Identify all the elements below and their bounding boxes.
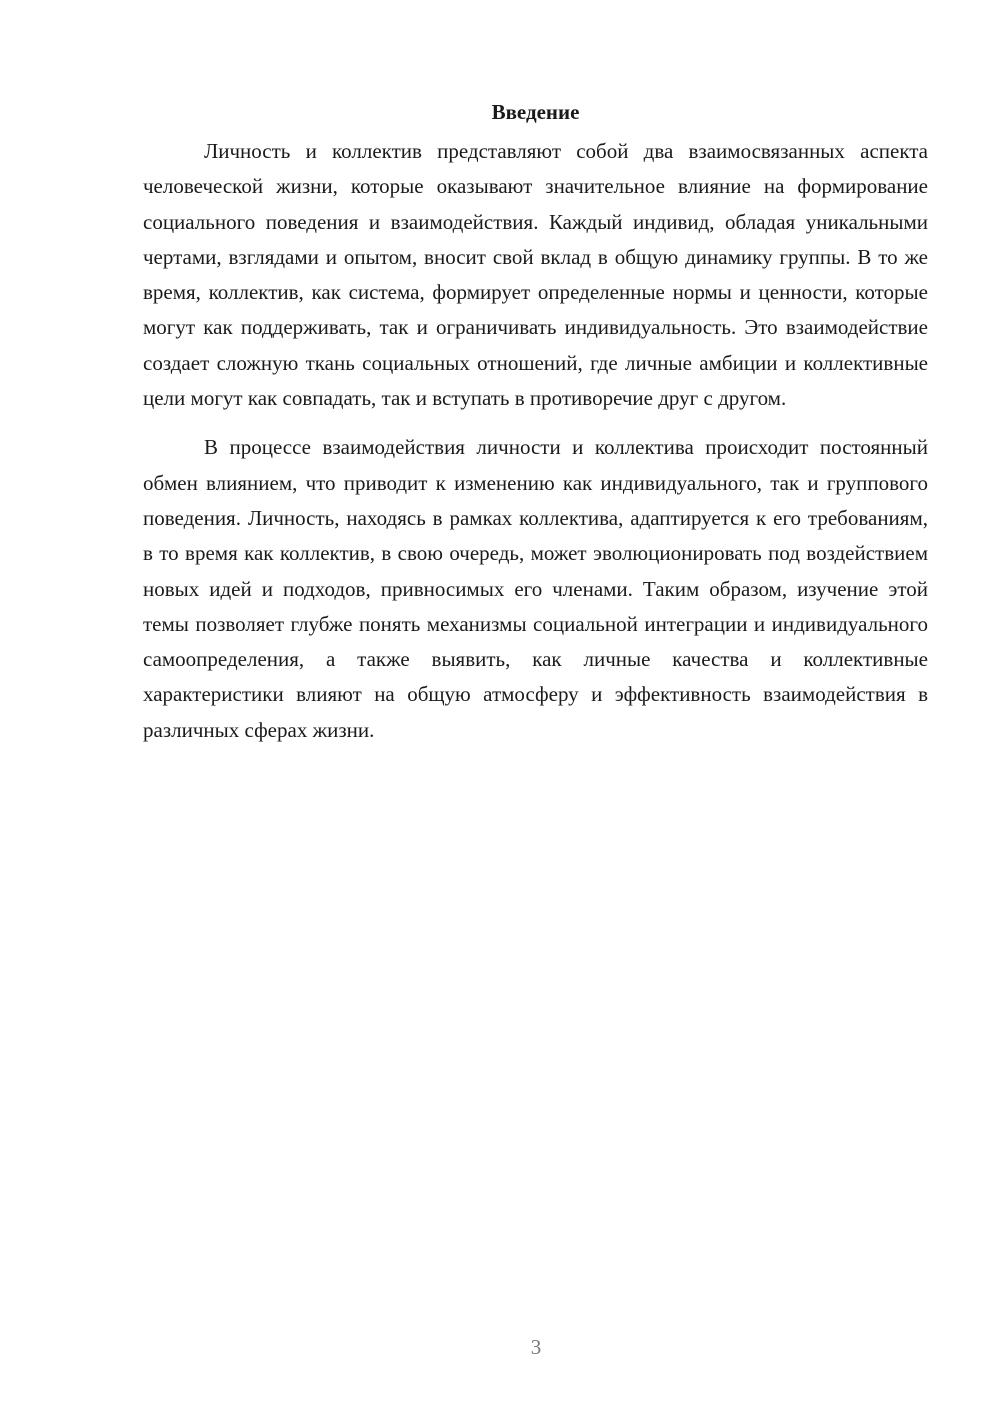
page-content [143,96,928,748]
section-heading: Введение [491,100,580,124]
page-number: 3 [530,1335,542,1359]
paragraph-2: В процессе взаимодействия личности и коллектива происходит постоянный обмен влиянием, что приводит к изменению как индивидуального, так и группового поведения. Личность, находясь в рамках коллектива, адаптируется к его требованиям, в то время как коллектив, в свою очередь, может эволюционировать под воздействием новых идей и подходов, привносимых его членами. Таким образом, изучение этой темы позволяет глубже понять механизмы социальной интеграции и индивидуального самоопределения, а также выявить, как личные качества и коллективные характеристики влияют на общую атмосферу и эффективность взаимодействия в различных сферах жизни. [143,435,928,742]
paragraph-1: Личность и коллектив представляют собой два взаимосвязанных аспекта человеческой жизни, которые оказывают значительное влияние на формирование социального поведения и взаимодействия. Каждый индивид, обладая уникальными чертами, взглядами и опытом, вносит свой вклад в общую динамику группы. В то же время, коллектив, как система, формирует определенные нормы и ценности, которые могут как поддерживать, так и ограничивать индивидуальность. Это взаимодействие создает сложную ткань социальных отношений, где личные амбиции и коллективные цели могут как совпадать, так и вступать в противоречие друг с другом. [143,139,928,411]
